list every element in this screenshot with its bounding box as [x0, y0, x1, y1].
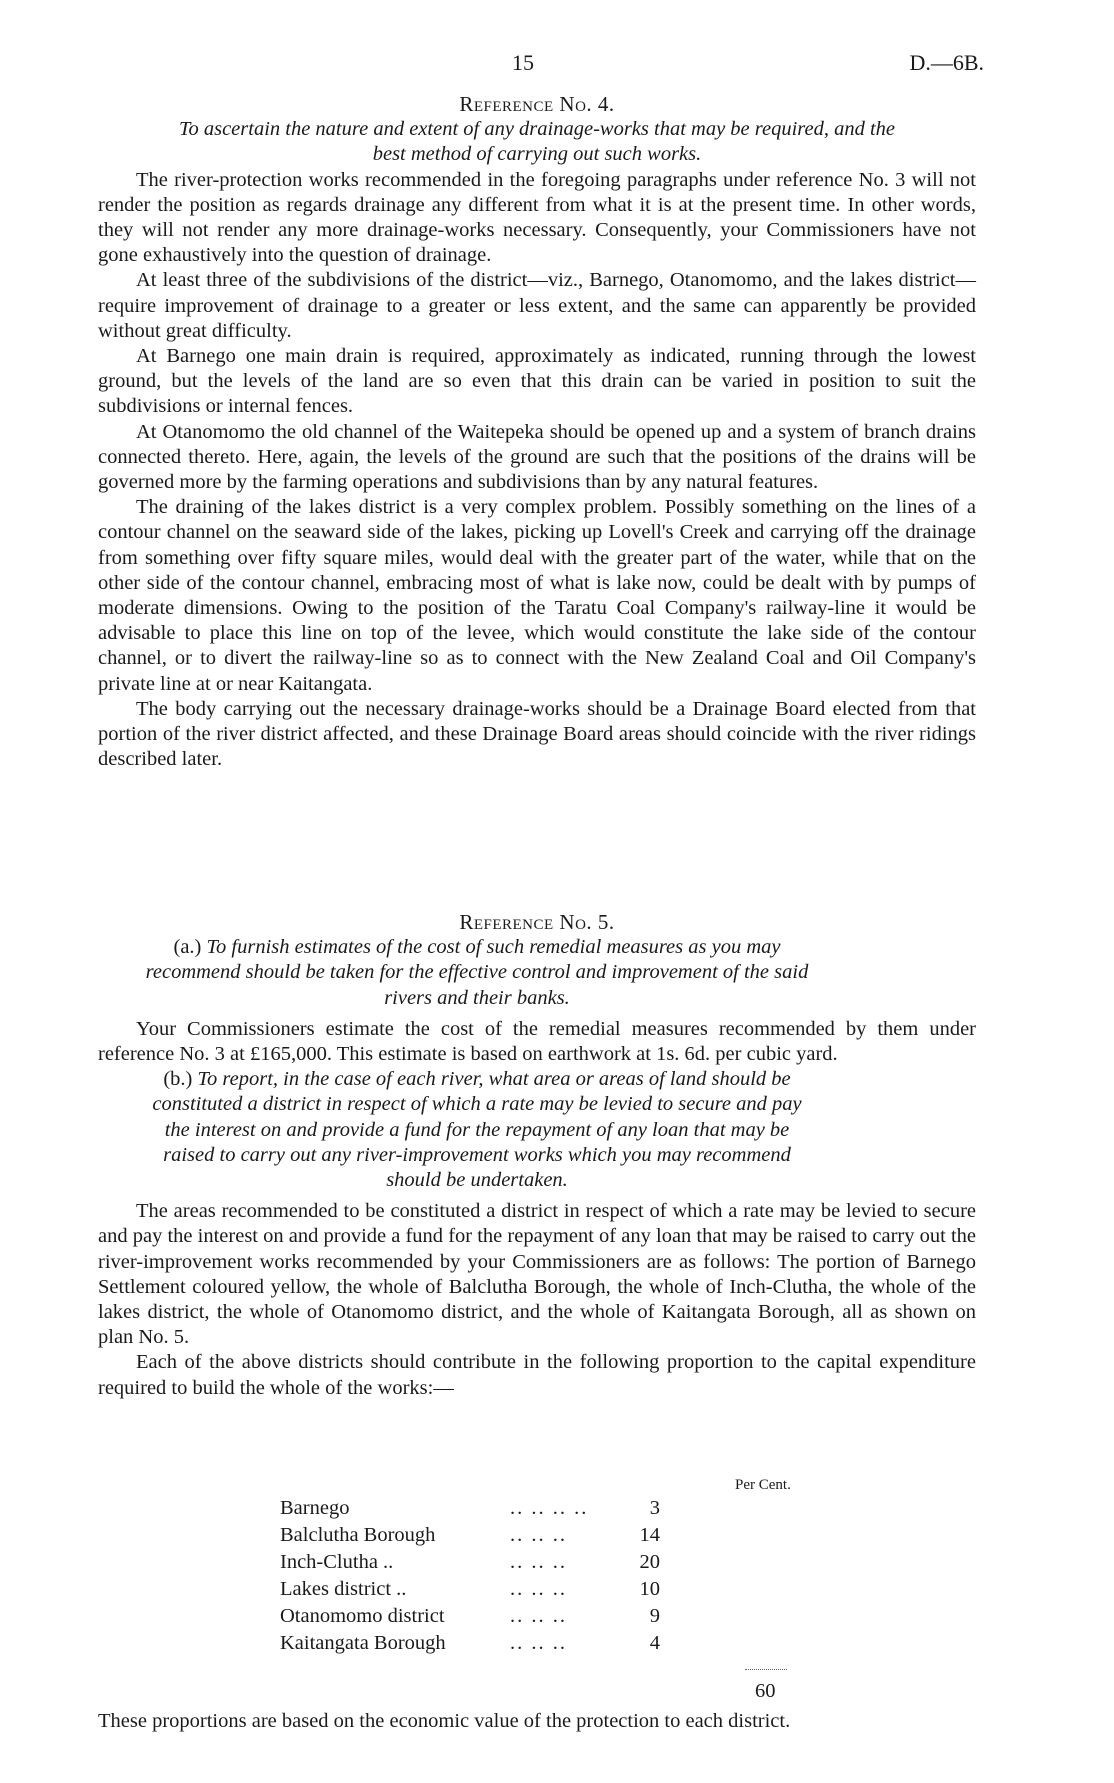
closing-paragraph: These proportions are based on the economic value of the protection to each district. [98, 1710, 791, 1732]
leader-dots: .. .. .. [510, 1524, 567, 1546]
table-row [280, 1549, 660, 1576]
table-row [280, 1603, 660, 1630]
district-name: Barnego [280, 1497, 350, 1519]
reference-4-paragraph-3: At Barnego one main drain is required, approximately as indicated, running through the lowest ground, but the levels of the land are so even that this drain can be varied in position to suit the subdivisions or internal fences. [98, 345, 976, 418]
proportion-table [280, 1495, 660, 1657]
reference-5-section [98, 910, 976, 1401]
reference-4-section [98, 92, 976, 772]
reference-5-heading: Reference No. 5. [459, 910, 615, 934]
reference-5-paragraph-a: Your Commissioners estimate the cost of the remedial measures recommended by them under reference No. 3 at £165,000. This estimate is based on earthwork at 1s. 6d. per cubic yard. [98, 1017, 976, 1066]
table-row [280, 1576, 660, 1603]
reference-4-heading: Reference No. 4. [459, 92, 615, 116]
table-row [280, 1495, 660, 1522]
reference-5-item-a [98, 935, 976, 1011]
total-percent: 60 [755, 1680, 776, 1702]
leader-dots: .. .. .. .. [510, 1497, 589, 1519]
table-row [280, 1630, 660, 1657]
district-name: Otanomomo district [280, 1605, 445, 1627]
reference-4-subtitle: To ascertain the nature and extent of any drainage-works that may be required, and the best method of carrying out such works. [178, 118, 896, 166]
district-percent: 14 [639, 1524, 660, 1546]
reference-4-paragraph-6: The body carrying out the necessary drainage-works should be a Drainage Board elected from that portion of the river district affected, and these Drainage Board areas should coincide with the river ridings described later. [98, 697, 976, 771]
district-percent: 20 [639, 1551, 660, 1573]
item-b-text: To report, in the case of each river, what area or areas of land should be constituted a district in respect of which a rate may be levied to secure and pay the interest on and provide a fund for the repayment of any loan that may be raised to carry out any river-improvement works which you may recommend should be undertaken. [152, 1068, 802, 1192]
district-name: Inch-Clutha .. [280, 1551, 394, 1573]
district-percent: 10 [639, 1578, 660, 1600]
district-percent: 4 [649, 1632, 660, 1654]
reference-4-paragraph-1: The river-protection works recommended in the foregoing paragraphs under reference No. 3 will not render the position as regards drainage any different from what it is at the present time. In other words, they will not render any more drainage-works necessary. Consequently, your Commissioners have not gone exhaustively into the question of drainage. [98, 168, 976, 267]
leader-dots: .. .. .. [510, 1578, 567, 1600]
district-percent: 9 [649, 1605, 660, 1627]
document-code: D.—6B. [909, 50, 984, 75]
reference-5-paragraph-b2: Each of the above districts should contribute in the following proportion to the capital expenditure required to build the whole of the works:— [98, 1351, 976, 1399]
total-rule [745, 1669, 787, 1670]
leader-dots: .. .. .. [510, 1632, 567, 1654]
item-b-marker: (b.) [163, 1068, 193, 1091]
reference-4-paragraph-5: The draining of the lakes district is a very complex problem. Possibly something on the lines of a contour channel on the seaward side of the lakes, picking up Lovell's Creek and carrying off the drainage from something over fifty square miles, would deal with the greater part of the water, while that on the other side of the contour channel, embracing most of what is lake now, could be dealt with by pumps of moderate dimensions. Owing to the position of the Taratu Coal Company's railway-line it would be advisable to place this line on top of the levee, which would constitute the lake side of the contour channel, or to divert the railway-line so as to connect with the New Zealand Coal and Oil Company's private line at or near Kaitangata. [98, 496, 976, 695]
district-name: Kaitangata Borough [280, 1632, 446, 1654]
per-cent-column-header: Per Cent. [735, 1477, 791, 1493]
district-name: Lakes district .. [280, 1578, 407, 1600]
district-name: Balclutha Borough [280, 1524, 436, 1546]
reference-5-paragraph-b1: The areas recommended to be constituted a district in respect of which a rate may be levied to secure and pay the interest on and provide a fund for the repayment of any loan that may be raised to carry out the river-improvement works recommended by your Commissioners are as follows: The portion of Barnego Settlement coloured yellow, the whole of Balclutha Borough, the whole of Inch-Clutha, the whole of the lakes district, the whole of Otanomomo district, and the whole of Kaitangata Borough, all as shown on plan No. 5. [98, 1200, 976, 1349]
page-number: 15 [512, 50, 534, 75]
district-percent: 3 [649, 1497, 660, 1519]
item-a-marker: (a.) [173, 936, 202, 959]
item-a-text: To furnish estimates of the cost of such remedial measures as you may recommend should be taken for the effective control and improvement of the said rivers and their banks. [145, 936, 809, 1009]
leader-dots: .. .. .. [510, 1605, 567, 1627]
reference-4-paragraph-4: At Otanomomo the old channel of the Waitepeka should be opened up and a system of branch drains connected thereto. Here, again, the levels of the ground are such that the positions of the drains will be governed more by the farming operations and subdivisions than by any natural features. [98, 420, 976, 494]
reference-4-paragraph-2: At least three of the subdivisions of the district—viz., Barnego, Otanomomo, and the lakes district—require improvement of drainage to a greater or less extent, and the same can apparently be provided without great difficulty. [98, 269, 976, 342]
reference-5-item-b [98, 1067, 976, 1193]
leader-dots: .. .. .. [510, 1551, 567, 1573]
table-row [280, 1522, 660, 1549]
